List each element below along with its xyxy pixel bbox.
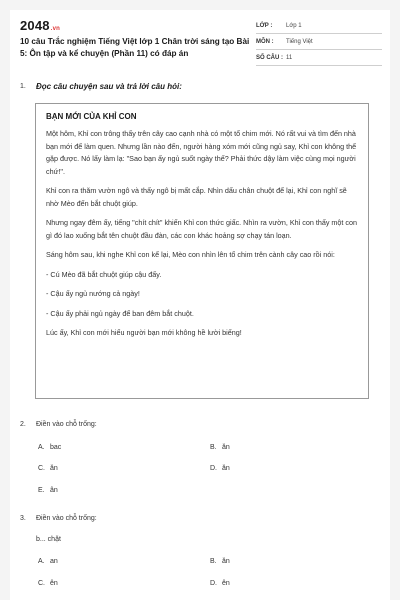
option-letter: C. xyxy=(38,465,45,472)
q3-option-a[interactable] xyxy=(38,558,58,565)
option-text: ăn xyxy=(50,465,58,472)
q3-option-b[interactable] xyxy=(210,558,230,565)
story-paragraph: Một hôm, Khỉ con trông thấy trên cây cao cạnh nhà có một tổ chim mới. Nó rất vui và tìm đến nhà bạn mới để làm quen. Nhưng lần nào đến, người hàng xóm mới cũng ngủ say, Khỉ con không thể gặp được. Nó lấy làm lạ: "Sao bạn ấy ngủ suốt ngày thế? Phải thức dậy làm việc cùng mọi người chứ!". xyxy=(46,129,357,176)
option-text: ăn xyxy=(222,444,230,451)
option-text: ân xyxy=(50,487,58,494)
option-text: ên xyxy=(50,580,58,587)
question-1-prompt: Đọc câu chuyện sau và trả lời câu hỏi: xyxy=(36,82,182,91)
story-title: BẠN MỚI CỦA KHỈ CON xyxy=(46,112,137,121)
option-text: ăn xyxy=(222,465,230,472)
story-paragraph: Khỉ con ra thăm vườn ngô và thấy ngô bị mất cắp. Nhìn dấu chân chuột để lại, Khỉ con nghĩ sẽ nhờ Mèo đến bắt chuột giúp. xyxy=(46,186,347,208)
option-letter: A. xyxy=(38,444,45,451)
story-paragraph: - Cú Mèo đã bắt chuột giúp cậu đấy. xyxy=(46,269,162,279)
q2-option-e[interactable] xyxy=(38,487,58,494)
question-2-prompt: Điền vào chỗ trống: xyxy=(36,421,97,428)
option-text: bac xyxy=(50,444,62,451)
meta-value: 11 xyxy=(286,54,293,61)
question-3-number: 3. xyxy=(20,515,26,522)
option-letter: B. xyxy=(210,444,217,451)
meta-key: LỚP : xyxy=(256,22,273,29)
site-logo[interactable] xyxy=(20,18,60,33)
question-2-number: 2. xyxy=(20,421,26,428)
meta-row-subject xyxy=(256,34,382,50)
fill-blank-word: b... chặt xyxy=(36,536,61,543)
meta-value: Tiếng Việt xyxy=(286,38,313,45)
document-page xyxy=(10,10,390,600)
story-box xyxy=(35,103,369,399)
logo-suffix: .vn xyxy=(50,26,61,32)
q2-option-a[interactable] xyxy=(38,444,61,451)
meta-key: MÔN : xyxy=(256,38,274,45)
q2-option-d[interactable] xyxy=(210,465,230,472)
logo-text: 2048 xyxy=(20,18,50,33)
q2-option-b[interactable] xyxy=(210,444,230,451)
option-text: ăn xyxy=(222,558,230,565)
option-letter: D. xyxy=(210,465,217,472)
option-letter: D. xyxy=(210,580,217,587)
story-paragraph: Sáng hôm sau, khi nghe Khỉ con kể lại, Mèo con nhìn lên tổ chim trên cành cây cao rồi nói: xyxy=(46,250,335,259)
story-paragraph: - Cậu ấy phải ngủ ngày để ban đêm bắt chuột. xyxy=(46,308,194,318)
story-paragraph: Nhưng ngay đêm ấy, tiếng "chít chít" khiến Khỉ con thức giấc. Nhìn ra vườn, Khỉ con thấy một con gì đó lao xuống bắt tên chuột đầu đàn, các con khác hoảng sợ chạy tán loạn. xyxy=(46,218,357,240)
meta-value: Lớp 1 xyxy=(286,22,302,29)
document-title: 10 câu Trắc nghiệm Tiếng Việt lớp 1 Chân trời sáng tạo Bài 5: Ôn tập và kể chuyện (Phần 11) có đáp án xyxy=(20,37,250,58)
meta-key: SỐ CÂU : xyxy=(256,54,283,61)
option-letter: B. xyxy=(210,558,217,565)
question-1-number: 1. xyxy=(20,83,26,90)
story-paragraph: - Cậu ấy ngủ nướng cả ngày! xyxy=(46,289,140,298)
option-text: ên xyxy=(222,580,230,587)
option-letter: A. xyxy=(38,558,45,565)
meta-row-count xyxy=(256,50,382,66)
q2-option-c[interactable] xyxy=(38,465,58,472)
question-3-prompt: Điền vào chỗ trống: xyxy=(36,515,97,522)
option-letter: E. xyxy=(38,487,45,494)
option-letter: C. xyxy=(38,580,45,587)
meta-row-grade xyxy=(256,18,382,34)
q3-option-c[interactable] xyxy=(38,580,58,587)
story-paragraph: Lúc ấy, Khỉ con mới hiểu người bạn mới không hề lười biếng! xyxy=(46,328,242,337)
q3-option-d[interactable] xyxy=(210,580,230,587)
option-text: an xyxy=(50,558,58,565)
meta-table xyxy=(256,18,382,66)
